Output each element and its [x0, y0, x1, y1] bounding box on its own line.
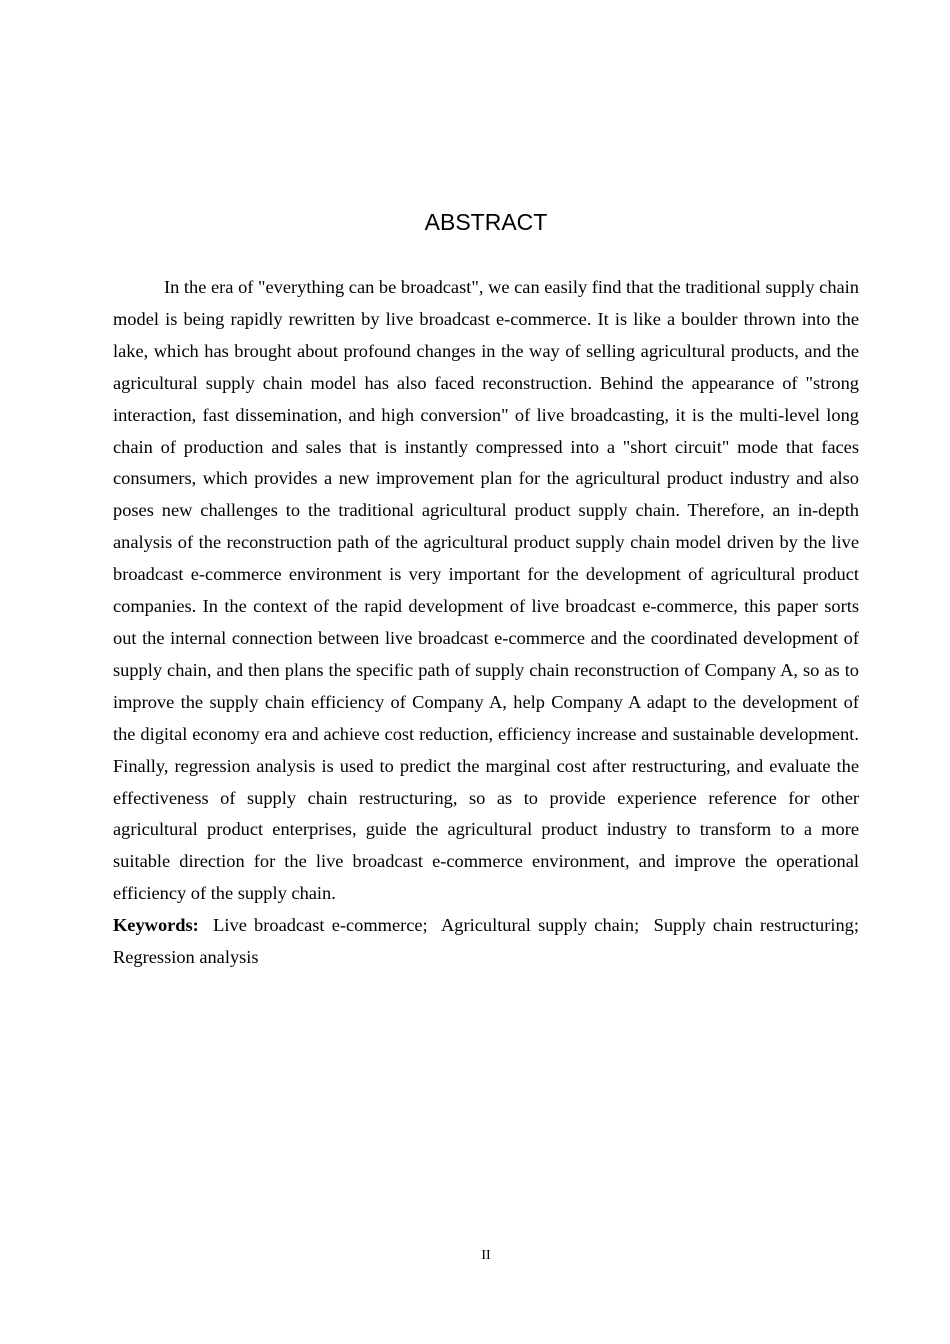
page-number: II — [481, 1248, 491, 1263]
abstract-body-text: In the era of "everything can be broadcast", we can easily find that the traditional supply chain model is being rapidly rewritten by live broadcast e-commerce. It is like a boulder thrown into the lake, which has brought about profound changes in the way of selling agricultural products, and the agricultural supply chain model has also faced reconstruction. Behind the appearance of "strong interaction, fast dissemination, and high conversion" of live broadcasting, it is the multi-level long chain of production and sales that is instantly compressed into a "short circuit" mode that faces consumers, which provides a new improvement plan for the agricultural product industry and also poses new challenges to the traditional agricultural product supply chain. Therefore, an in-depth analysis of the reconstruction path of the agricultural product supply chain model driven by the live broadcast e-commerce environment is very important for the development of agricultural product companies. In the context of the rapid development of live broadcast e-commerce, this paper sorts out the internal connection between live broadcast e-commerce and the coordinated development of supply chain, and then plans the specific path of supply chain reconstruction of Company A, so as to improve the supply chain efficiency of Company A, help Company A adapt to the development of the digital economy era and achieve cost reduction, efficiency increase and sustainable development. Finally, regression analysis is used to predict the marginal cost after restructuring, and evaluate the effectiveness of supply chain restructuring, so as to provide experience reference for other agricultural product enterprises, guide the agricultural product industry to transform to a more suitable direction for the live broadcast e-commerce environment, and improve the operational efficiency of the supply chain. — [113, 277, 859, 904]
keywords-line — [113, 910, 859, 974]
keyword-item: Regression analysis — [113, 946, 259, 967]
keywords-label: Keywords: — [113, 915, 199, 935]
keyword-item: Live broadcast e-commerce; — [213, 915, 428, 935]
keyword-item: Agricultural supply chain; — [441, 915, 640, 935]
abstract-title: ABSTRACT — [424, 209, 548, 235]
keyword-item: Supply chain restructuring; — [653, 915, 859, 935]
